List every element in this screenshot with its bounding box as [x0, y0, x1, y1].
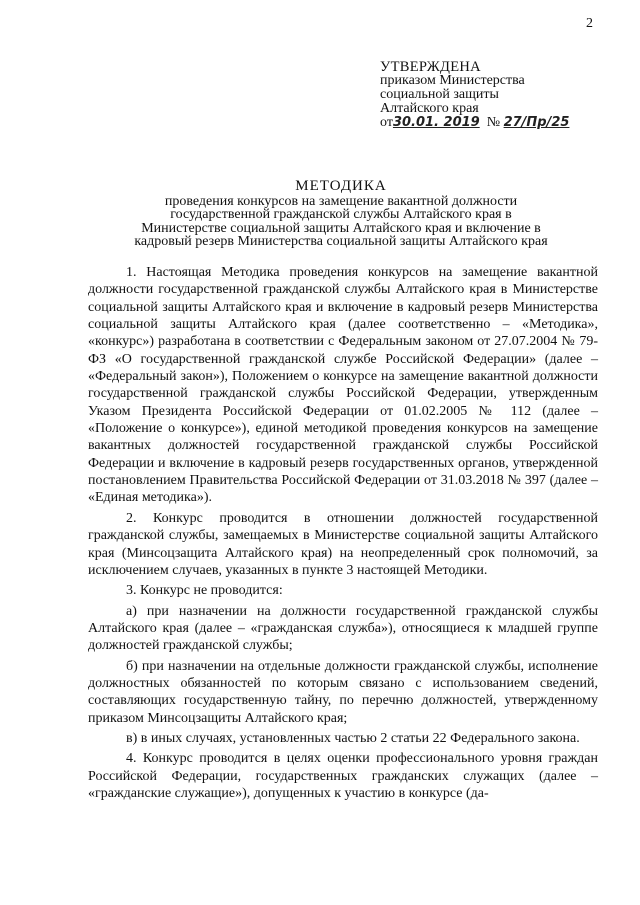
document-subtitle: проведения конкурсов на замещение вакантной должности государственной гражданской службы Алтайского края в Министерстве социальной защиты Алтайского края и включение в кадровый резерв Министерства социальной защиты Алтайского края: [134, 193, 548, 249]
paragraph-3b: б) при назначении на отдельные должности гражданской службы, исполнение должностных обязанностей по которым связано с использованием сведений, составляющих государственную тайну, по перечню должностей, утвержденному приказом Минсоцзащиты Алтайского края;: [88, 658, 598, 726]
handwritten-number: 27/Пр/25: [503, 115, 570, 130]
handwritten-date: 30.01. 2019: [392, 115, 480, 130]
document-body: [88, 264, 598, 805]
approval-date-row: [380, 116, 620, 130]
paragraph-1: 1. Настоящая Методика проведения конкурсов на замещение вакантной должности государственной гражданской службы Алтайского края в Министерстве социальной защиты Алтайского края и включение в кадровый резерв Министерства социальной защиты Алтайского края (далее соответственно – «Методика», «конкурс») разработана в соответствии с Федеральным законом от 27.07.2004 № 79-ФЗ «О государственной гражданской службе Российской Федерации» (далее – «Федеральный закон»), Положением о конкурсе на замещение вакантной должности государственной гражданской службы Российской Федерации, утвержденным Указом Президента Российской Федерации от 01.02.2005 № 112 (далее – «Положение о конкурсе»), единой методикой проведения конкурсов на замещение вакантных должностей государственной гражданской службы Российской Федерации и включение в кадровый резерв государственных органов, утвержденной постановлением Правительства Российской Федерации от 31.03.2018 № 397 (далее – «Единая методика»).: [88, 265, 598, 506]
approval-stamp: [380, 60, 620, 130]
paragraph-3a: а) при назначении на должности государственной гражданской службы Алтайского края (далее – «гражданская служба»), относящиеся к младшей группе должностей гражданской службы;: [88, 603, 598, 654]
paragraph-3: 3. Конкурс не проводится:: [126, 583, 283, 599]
date-prefix: от: [380, 115, 393, 130]
number-sign: №: [486, 115, 501, 130]
page-number: 2: [586, 16, 593, 31]
paragraph-4: 4. Конкурс проводится в целях оценки профессионального уровня граждан Российской Федерации, государственных гражданских служащих (далее – «гражданские служащие»), допущенных к участию в конкурсе (да-: [88, 751, 598, 801]
approval-line-3: Алтайского края: [380, 101, 479, 116]
approval-line-2: социальной защиты: [380, 87, 499, 102]
document-title-block: [126, 180, 556, 249]
paragraph-3c: в) в иных случаях, установленных частью 2 статьи 22 Федерального закона.: [126, 730, 580, 746]
document-title: МЕТОДИКА: [295, 178, 387, 194]
approval-heading: УТВЕРЖДЕНА: [380, 59, 481, 75]
paragraph-2: 2. Конкурс проводится в отношении должностей государственной гражданской службы, замещаемых в Министерстве социальной защиты Алтайского края (Минсоцзащита Алтайского края) на неопределенный срок полномочий, за исключением случаев, указанных в пункте 3 настоящей Методики.: [88, 510, 598, 578]
approval-line-1: приказом Министерства: [380, 73, 525, 88]
